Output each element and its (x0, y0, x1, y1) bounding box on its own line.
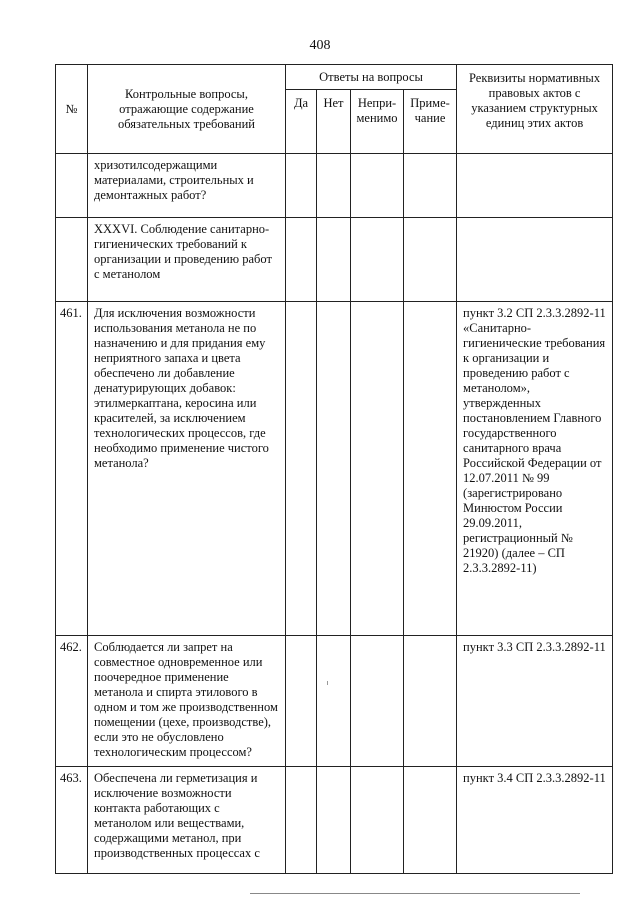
answer-no-cell[interactable] (317, 767, 351, 874)
answer-na-cell[interactable] (351, 154, 404, 218)
row-question: Соблюдается ли запрет на совместное одновременное или поочередное применение метанола и спирта этилового в одном и том же производственном помещении (цехе, производстве), если это не обусловлено технологическим процессом? (88, 636, 286, 767)
section-heading-row (56, 218, 613, 302)
row-number (56, 218, 88, 302)
checklist-table (55, 64, 613, 874)
answer-yes-cell[interactable] (286, 302, 317, 636)
row-number (56, 154, 88, 218)
answer-note-cell[interactable] (404, 154, 457, 218)
answer-yes-cell[interactable] (286, 154, 317, 218)
answer-yes-cell[interactable] (286, 636, 317, 767)
header-questions: Контрольные вопросы, отражающие содержание обязательных требований (88, 65, 286, 154)
answer-yes-cell[interactable] (286, 767, 317, 874)
answer-na-cell[interactable] (351, 636, 404, 767)
row-number: 461. (56, 302, 88, 636)
row-requisite: пункт 3.2 СП 2.3.3.2892-11 «Санитарно-гигиенические требования к организации и проведению работ с метанолом», утвержденных постановлением Главного государственного санитарного врача Российской Федерации от 12.07.2011 № 99 (зарегистрировано Минюстом России 29.09.2011, регистрационный № 21920) (далее – СП 2.3.3.2892-11) (457, 302, 613, 636)
section-title: XXXVI. Соблюдение санитарно-гигиенических требований к организации и проведению работ с метанолом (88, 218, 286, 302)
table-row (56, 636, 613, 767)
row-number: 462. (56, 636, 88, 767)
row-requisite: пункт 3.3 СП 2.3.3.2892-11 (457, 636, 613, 767)
answer-na-cell[interactable] (351, 767, 404, 874)
header-answers: Ответы на вопросы (286, 65, 457, 90)
row-question: Обеспечена ли герметизация и исключение возможности контакта работающих с метанолом или веществами, содержащими метанол, при производственных процессах с (88, 767, 286, 874)
answer-na-cell[interactable] (351, 302, 404, 636)
answer-na-cell (351, 218, 404, 302)
row-question: хризотилсодержащими материалами, строительных и демонтажных работ? (88, 154, 286, 218)
row-requisite (457, 154, 613, 218)
scan-mark (327, 681, 328, 685)
row-requisite: пункт 3.4 СП 2.3.3.2892-11 (457, 767, 613, 874)
header-note: Приме- чание (404, 90, 457, 154)
header-requisites: Реквизиты нормативных правовых актов с указанием структурных единиц этих актов (457, 65, 613, 154)
answer-yes-cell (286, 218, 317, 302)
answer-note-cell[interactable] (404, 767, 457, 874)
table-row (56, 302, 613, 636)
header-yes: Да (286, 90, 317, 154)
answer-note-cell (404, 218, 457, 302)
answer-note-cell[interactable] (404, 302, 457, 636)
table-row (56, 154, 613, 218)
answer-no-cell[interactable] (317, 302, 351, 636)
row-question: Для исключения возможности использования метанола не по назначению и для придания ему неприятного запаха и цвета обеспечено ли добавление денатурирующих добавок: этилмеркаптана, керосина или красителей, за исключением технологических процессов, где необходимо применение чистого метанола? (88, 302, 286, 636)
row-number: 463. (56, 767, 88, 874)
answer-no-cell[interactable] (317, 154, 351, 218)
header-number: № (56, 65, 88, 154)
answer-no-cell (317, 218, 351, 302)
answer-note-cell[interactable] (404, 636, 457, 767)
scan-edge-line (250, 893, 580, 894)
header-not-applicable: Непри- менимо (351, 90, 404, 154)
row-requisite (457, 218, 613, 302)
answer-no-cell[interactable] (317, 636, 351, 767)
header-no: Нет (317, 90, 351, 154)
page-number: 408 (309, 38, 331, 53)
table-row (56, 767, 613, 874)
